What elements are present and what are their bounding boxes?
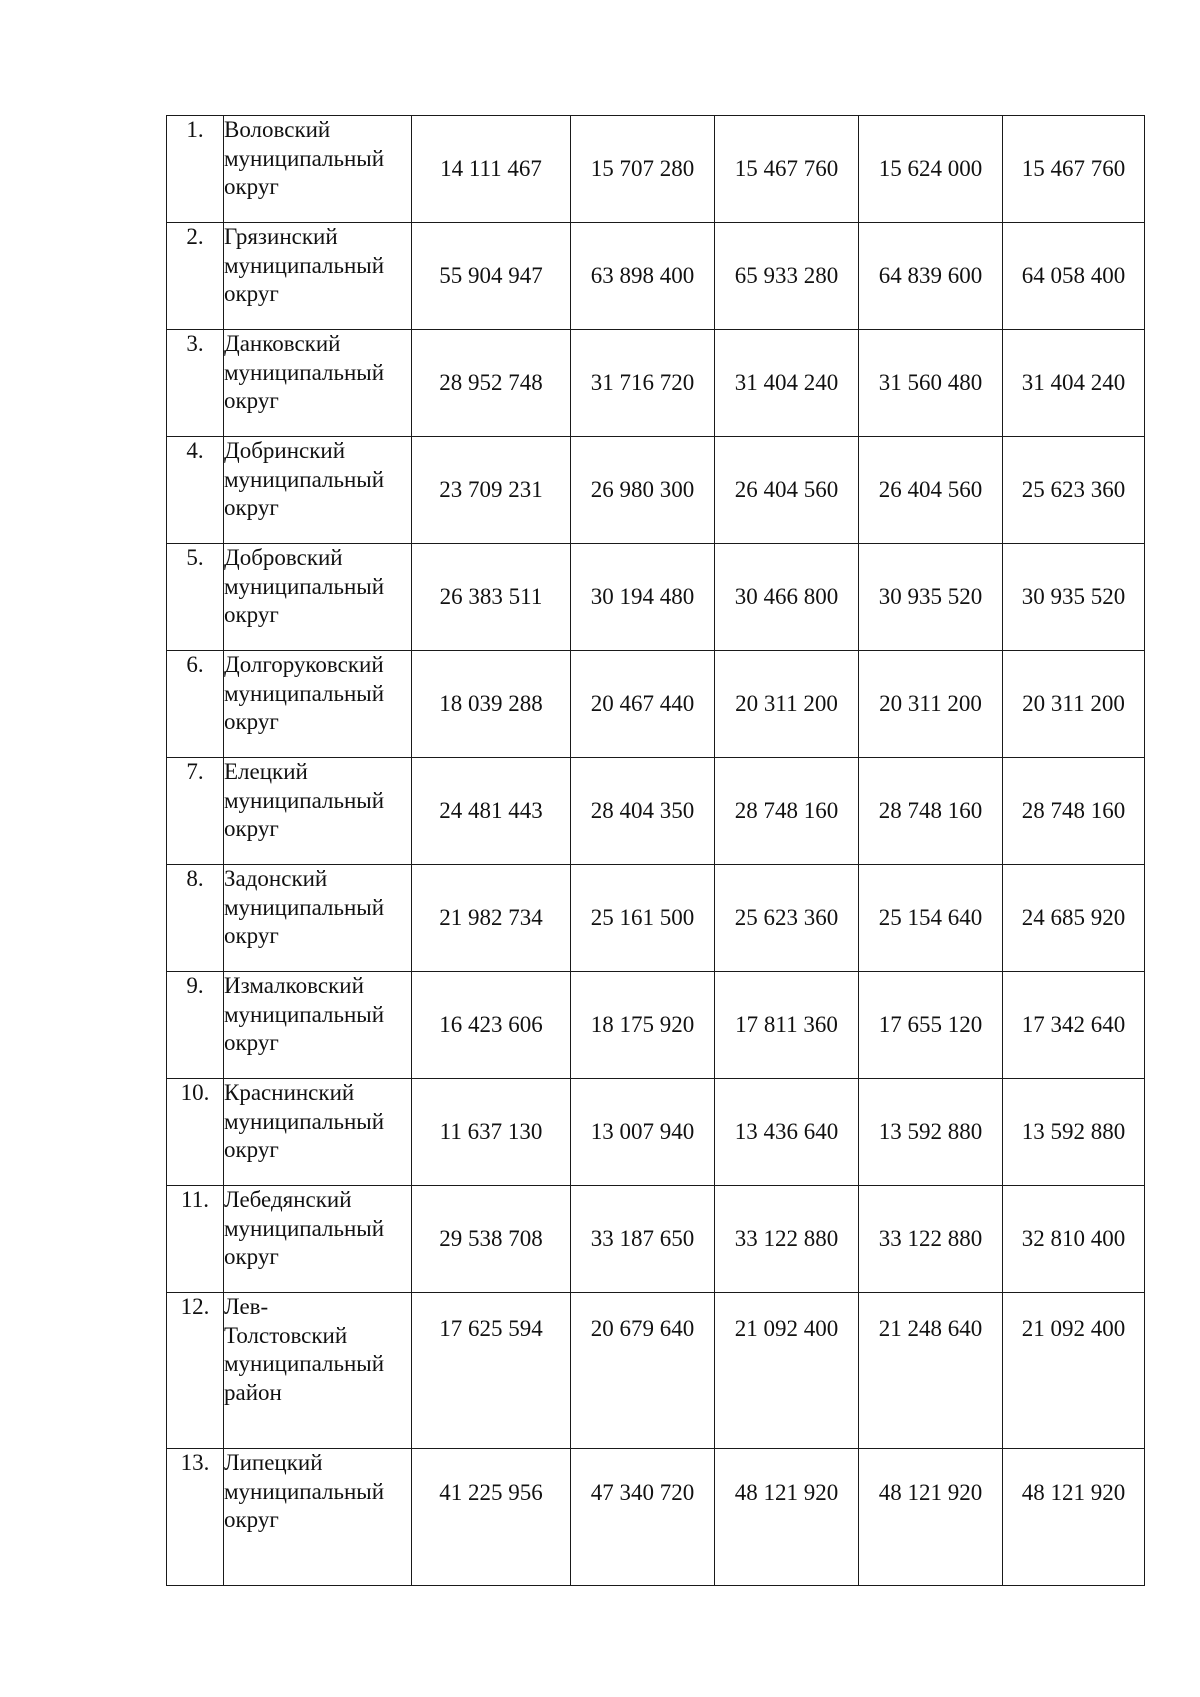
value-cell: 30 194 480	[571, 544, 715, 651]
district-name-line: Добринский	[224, 438, 346, 463]
value-cell: 18 039 288	[412, 651, 571, 758]
district-name-line: муниципальный	[224, 359, 385, 385]
district-name-line: муниципальный	[224, 573, 385, 599]
value-cell: 20 311 200	[1003, 651, 1145, 758]
value-cell: 18 175 920	[571, 972, 715, 1079]
district-name-line: округ	[224, 1244, 279, 1269]
value-cell: 15 624 000	[859, 116, 1003, 223]
district-name-line: округ	[224, 1137, 279, 1162]
value-cell: 26 404 560	[715, 437, 859, 544]
table-row	[167, 544, 1145, 651]
table-body	[167, 116, 1145, 1586]
table-row	[167, 330, 1145, 437]
district-name-line: муниципальный	[224, 1215, 385, 1241]
value-cell: 31 560 480	[859, 330, 1003, 437]
value-cell: 21 248 640	[859, 1293, 1003, 1449]
table-row	[167, 437, 1145, 544]
value-cell: 28 748 160	[859, 758, 1003, 865]
district-name-line: Толстовский	[224, 1322, 348, 1348]
table-row	[167, 972, 1145, 1079]
row-number: 5.	[167, 544, 224, 651]
district-name-line: округ	[224, 923, 279, 948]
row-number: 11.	[167, 1186, 224, 1293]
value-cell: 24 481 443	[412, 758, 571, 865]
value-cell: 47 340 720	[571, 1449, 715, 1586]
district-name	[224, 972, 412, 1079]
row-number: 10.	[167, 1079, 224, 1186]
district-name-line: Добровский	[224, 545, 343, 570]
district-data-table	[166, 115, 1145, 1586]
value-cell: 32 810 400	[1003, 1186, 1145, 1293]
district-name-line: район	[224, 1379, 282, 1405]
row-number: 13.	[167, 1449, 224, 1586]
district-name-line: Лебедянский	[224, 1187, 352, 1212]
value-cell: 64 839 600	[859, 223, 1003, 330]
district-name-line: муниципальный	[224, 252, 385, 278]
value-cell: 13 592 880	[859, 1079, 1003, 1186]
value-cell: 28 748 160	[1003, 758, 1145, 865]
district-name-line: округ	[224, 174, 279, 199]
value-cell: 21 092 400	[715, 1293, 859, 1449]
district-name	[224, 865, 412, 972]
value-cell: 26 383 511	[412, 544, 571, 651]
district-name-line: округ	[224, 602, 279, 627]
value-cell: 31 404 240	[715, 330, 859, 437]
district-name	[224, 1293, 412, 1449]
value-cell: 30 466 800	[715, 544, 859, 651]
row-number: 2.	[167, 223, 224, 330]
value-cell: 25 161 500	[571, 865, 715, 972]
value-cell: 13 592 880	[1003, 1079, 1145, 1186]
district-name-line: Елецкий	[224, 759, 308, 784]
district-name-line: округ	[224, 388, 279, 413]
value-cell: 33 187 650	[571, 1186, 715, 1293]
district-name-line: муниципальный	[224, 894, 385, 920]
value-cell: 28 952 748	[412, 330, 571, 437]
district-name-line: округ	[224, 1030, 279, 1055]
table-row	[167, 651, 1145, 758]
table-row	[167, 865, 1145, 972]
district-name	[224, 544, 412, 651]
row-number: 4.	[167, 437, 224, 544]
value-cell: 33 122 880	[715, 1186, 859, 1293]
value-cell: 65 933 280	[715, 223, 859, 330]
value-cell: 13 007 940	[571, 1079, 715, 1186]
value-cell: 63 898 400	[571, 223, 715, 330]
district-name-line: округ	[224, 816, 279, 841]
row-number: 1.	[167, 116, 224, 223]
district-name-line: округ	[224, 1507, 279, 1532]
district-name-line: Краснинский	[224, 1080, 355, 1105]
district-name-line: муниципальный	[224, 145, 385, 171]
district-name-line: муниципальный	[224, 1108, 385, 1134]
value-cell: 30 935 520	[859, 544, 1003, 651]
value-cell: 17 342 640	[1003, 972, 1145, 1079]
value-cell: 25 154 640	[859, 865, 1003, 972]
district-name-line: Данковский	[224, 331, 341, 356]
district-name-line: муниципальный	[224, 787, 385, 813]
value-cell: 30 935 520	[1003, 544, 1145, 651]
row-number: 3.	[167, 330, 224, 437]
district-name-line: Воловский	[224, 117, 331, 142]
district-name	[224, 116, 412, 223]
district-name-line: Задонский	[224, 866, 328, 891]
value-cell: 16 423 606	[412, 972, 571, 1079]
table-row	[167, 758, 1145, 865]
district-name	[224, 1449, 412, 1586]
value-cell: 17 811 360	[715, 972, 859, 1079]
table-row	[167, 1449, 1145, 1586]
value-cell: 29 538 708	[412, 1186, 571, 1293]
value-cell: 24 685 920	[1003, 865, 1145, 972]
value-cell: 64 058 400	[1003, 223, 1145, 330]
row-number: 12.	[167, 1293, 224, 1449]
value-cell: 26 980 300	[571, 437, 715, 544]
district-name	[224, 330, 412, 437]
district-name	[224, 437, 412, 544]
value-cell: 25 623 360	[1003, 437, 1145, 544]
value-cell: 15 467 760	[1003, 116, 1145, 223]
value-cell: 48 121 920	[715, 1449, 859, 1586]
row-number: 9.	[167, 972, 224, 1079]
table-row	[167, 116, 1145, 223]
table-row	[167, 1186, 1145, 1293]
value-cell: 26 404 560	[859, 437, 1003, 544]
value-cell: 55 904 947	[412, 223, 571, 330]
value-cell: 17 625 594	[412, 1293, 571, 1449]
row-number: 6.	[167, 651, 224, 758]
value-cell: 33 122 880	[859, 1186, 1003, 1293]
value-cell: 23 709 231	[412, 437, 571, 544]
district-name	[224, 1079, 412, 1186]
district-name	[224, 223, 412, 330]
value-cell: 15 707 280	[571, 116, 715, 223]
district-name-line: муниципальный	[224, 1478, 385, 1504]
value-cell: 11 637 130	[412, 1079, 571, 1186]
district-name-line: Лев-	[224, 1294, 269, 1319]
row-number: 7.	[167, 758, 224, 865]
table-row	[167, 223, 1145, 330]
value-cell: 17 655 120	[859, 972, 1003, 1079]
value-cell: 25 623 360	[715, 865, 859, 972]
value-cell: 48 121 920	[1003, 1449, 1145, 1586]
district-name-line: округ	[224, 281, 279, 306]
table-row	[167, 1079, 1145, 1186]
district-name-line: Грязинский	[224, 224, 338, 249]
district-name-line: муниципальный	[224, 1001, 385, 1027]
district-name	[224, 1186, 412, 1293]
district-name-line: Измалковский	[224, 973, 364, 998]
district-name	[224, 651, 412, 758]
value-cell: 13 436 640	[715, 1079, 859, 1186]
district-name	[224, 758, 412, 865]
district-name-line: округ	[224, 495, 279, 520]
value-cell: 28 748 160	[715, 758, 859, 865]
row-number: 8.	[167, 865, 224, 972]
district-name-line: Долгоруковский	[224, 652, 384, 677]
value-cell: 20 311 200	[859, 651, 1003, 758]
value-cell: 20 679 640	[571, 1293, 715, 1449]
district-name-line: муниципальный	[224, 466, 385, 492]
value-cell: 48 121 920	[859, 1449, 1003, 1586]
value-cell: 31 716 720	[571, 330, 715, 437]
value-cell: 21 092 400	[1003, 1293, 1145, 1449]
district-name-line: Липецкий	[224, 1450, 323, 1475]
district-name-line: муниципальный	[224, 1351, 385, 1376]
district-name-line: муниципальный	[224, 680, 385, 706]
value-cell: 14 111 467	[412, 116, 571, 223]
value-cell: 21 982 734	[412, 865, 571, 972]
value-cell: 31 404 240	[1003, 330, 1145, 437]
value-cell: 20 311 200	[715, 651, 859, 758]
value-cell: 15 467 760	[715, 116, 859, 223]
value-cell: 28 404 350	[571, 758, 715, 865]
value-cell: 20 467 440	[571, 651, 715, 758]
district-name-line: округ	[224, 709, 279, 734]
table-row	[167, 1293, 1145, 1449]
value-cell: 41 225 956	[412, 1449, 571, 1586]
